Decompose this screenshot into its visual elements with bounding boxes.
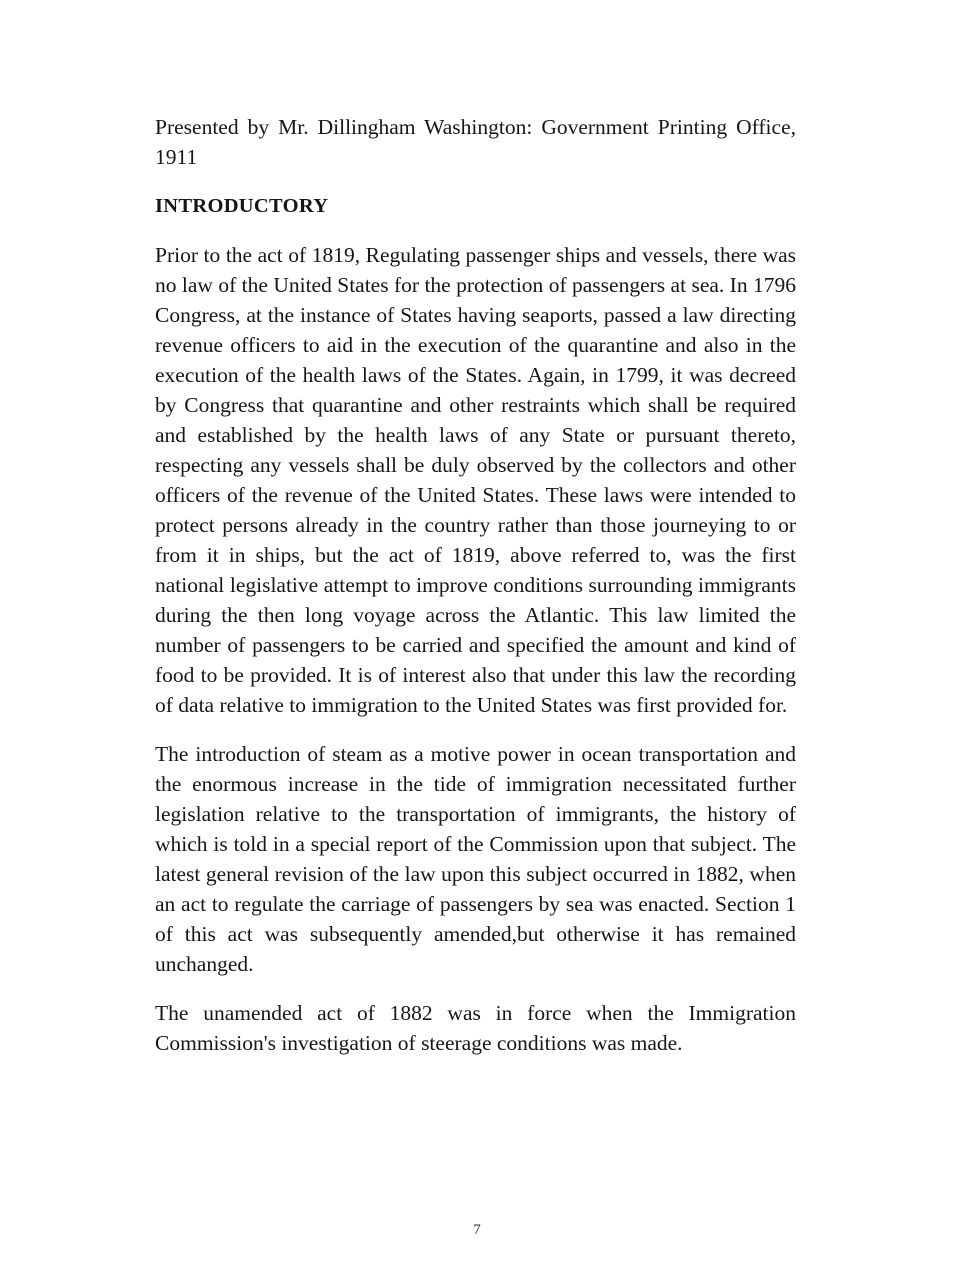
body-paragraph-2: The introduction of steam as a motive power in ocean transportation and the enormous increase in the tide of immigration necessitated further legislation relative to the transportation of immigrants, the history of which is told in a special report of the Commission upon that subject. The latest general revision of the law upon this subject occurred in 1882, when an act to regulate the carriage of passengers by sea was enacted. Section 1 of this act was subsequently amended,but otherwise it has remained unchanged. [155, 742, 796, 976]
body-paragraph-3: The unamended act of 1882 was in force when the Immigration Commission's investigation of steerage conditions was made. [155, 1001, 796, 1055]
page-content [155, 112, 796, 1058]
section-heading: INTRODUCTORY [155, 195, 329, 217]
body-paragraph-1: Prior to the act of 1819, Regulating passenger ships and vessels, there was no law of the United States for the protection of passengers at sea. In 1796 Congress, at the instance of States having seaports, passed a law directing revenue officers to aid in the execution of the quarantine and also in the execution of the health laws of the States. Again, in 1799, it was decreed by Congress that quarantine and other restraints which shall be required and established by the health laws of any State or pursuant thereto, respecting any vessels shall be duly observed by the collectors and other officers of the revenue of the United States. These laws were intended to protect persons already in the country rather than those journeying to or from it in ships, but the act of 1819, above referred to, was the first national legislative attempt to improve conditions surrounding immigrants during the then long voyage across the Atlantic. This law limited the number of passengers to be carried and specified the amount and kind of food to be provided. It is of interest also that under this law the recording of data relative to immigration to the United States was first provided for. [155, 243, 796, 717]
page-number: 7 [473, 1222, 481, 1238]
document-byline: Presented by Mr. Dillingham Washington: Government Printing Office, 1911 [155, 115, 796, 169]
